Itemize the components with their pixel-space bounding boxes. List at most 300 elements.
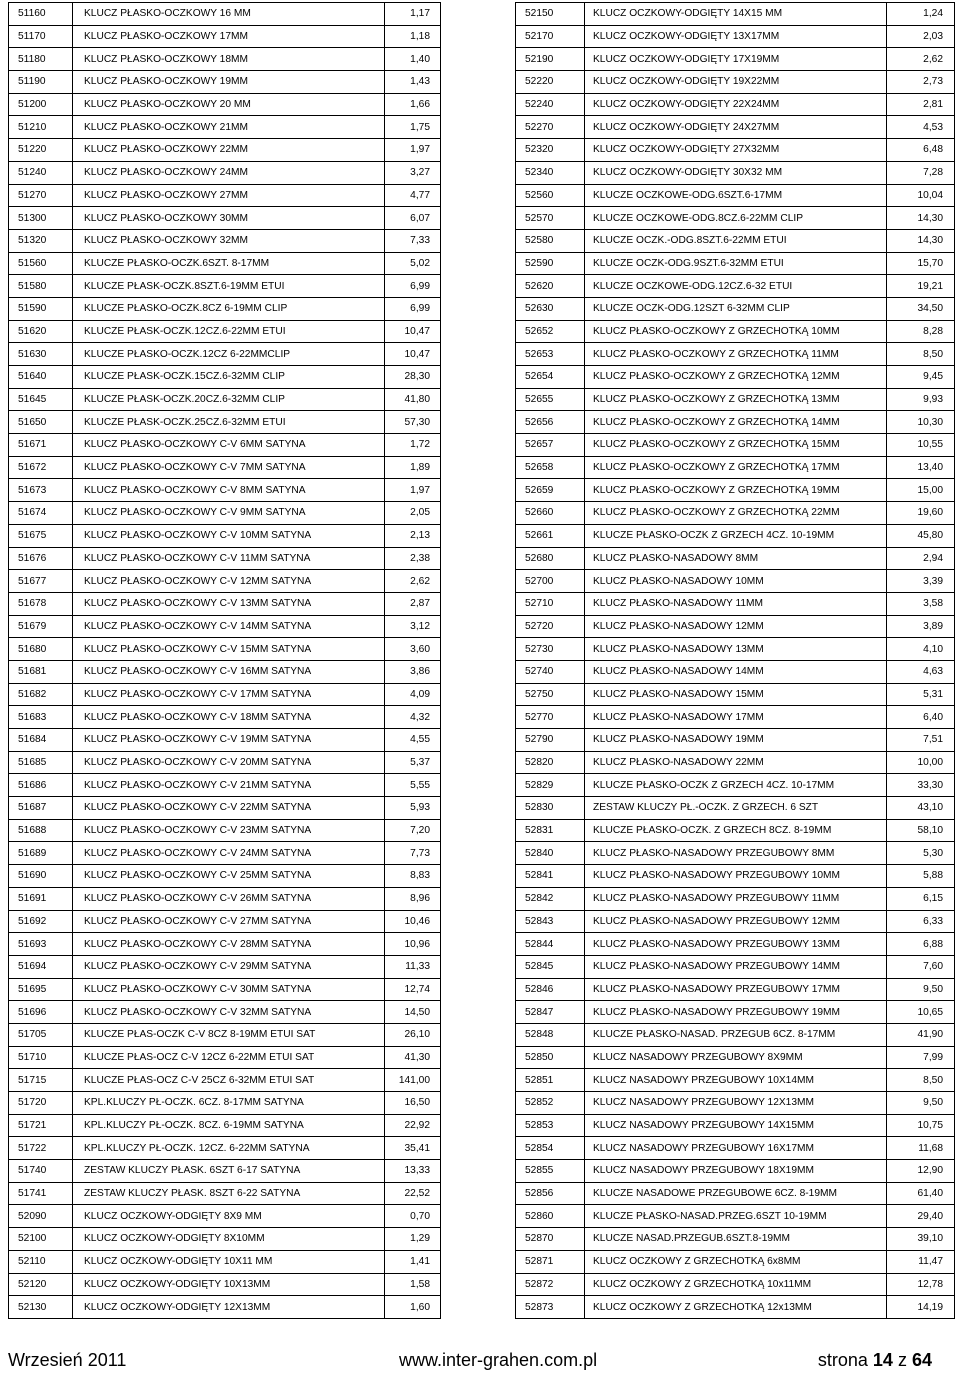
table-row — [9, 229, 441, 252]
table-row — [516, 207, 955, 230]
table-row — [516, 547, 955, 570]
product-price: 6,99 — [385, 275, 441, 298]
product-price: 2,03 — [887, 25, 955, 48]
product-price: 2,38 — [385, 547, 441, 570]
product-price: 1,17 — [385, 3, 441, 26]
product-code: 52700 — [516, 570, 585, 593]
product-name: KLUCZ OCZKOWY-ODGIĘTY 27X32MM — [585, 139, 887, 162]
product-price: 14,50 — [385, 1001, 441, 1024]
table-row — [516, 1069, 955, 1092]
product-code: 52661 — [516, 524, 585, 547]
product-name: KLUCZ PŁASKO-OCZKOWY C-V 7MM SATYNA — [73, 456, 385, 479]
table-row — [9, 456, 441, 479]
product-code: 52630 — [516, 297, 585, 320]
product-code: 51677 — [9, 570, 73, 593]
table-row — [9, 502, 441, 525]
product-code: 51689 — [9, 842, 73, 865]
product-price: 1,75 — [385, 116, 441, 139]
table-row — [516, 25, 955, 48]
product-code: 52831 — [516, 819, 585, 842]
page-footer — [0, 1350, 960, 1374]
product-price: 41,90 — [887, 1023, 955, 1046]
product-price: 19,60 — [887, 502, 955, 525]
footer-date: Wrzesień 2011 — [8, 1350, 127, 1370]
table-row — [516, 343, 955, 366]
product-name: KLUCZ PŁASKO-NASADOWY 13MM — [585, 638, 887, 661]
product-price: 7,20 — [385, 819, 441, 842]
product-price: 15,00 — [887, 479, 955, 502]
product-name: KLUCZE OCZK-ODG.9SZT.6-32MM ETUI — [585, 252, 887, 275]
table-row — [516, 297, 955, 320]
product-price: 58,10 — [887, 819, 955, 842]
product-name: KLUCZE NASADOWE PRZEGUBOWE 6CZ. 8-19MM — [585, 1182, 887, 1205]
table-row — [9, 592, 441, 615]
product-code: 52270 — [516, 116, 585, 139]
product-code: 51682 — [9, 683, 73, 706]
product-code: 51683 — [9, 706, 73, 729]
table-row — [9, 161, 441, 184]
product-code: 52590 — [516, 252, 585, 275]
table-row — [9, 1046, 441, 1069]
table-row — [516, 1296, 955, 1319]
table-row — [9, 887, 441, 910]
product-price: 3,27 — [385, 161, 441, 184]
product-code: 51705 — [9, 1023, 73, 1046]
product-name: KLUCZ PŁASKO-OCZKOWY C-V 18MM SATYNA — [73, 706, 385, 729]
table-row — [9, 978, 441, 1001]
product-price: 3,60 — [385, 638, 441, 661]
product-name: KLUCZ NASADOWY PRZEGUBOWY 18X19MM — [585, 1160, 887, 1183]
product-price: 26,10 — [385, 1023, 441, 1046]
footer-page-number — [818, 1350, 932, 1371]
product-code: 52340 — [516, 161, 585, 184]
product-name: KLUCZ PŁASKO-OCZKOWY C-V 22MM SATYNA — [73, 797, 385, 820]
table-row — [9, 865, 441, 888]
product-code: 52190 — [516, 48, 585, 71]
product-price: 4,77 — [385, 184, 441, 207]
product-code: 52842 — [516, 887, 585, 910]
product-price: 10,75 — [887, 1114, 955, 1137]
product-name: KLUCZ PŁASKO-OCZKOWY Z GRZECHOTKĄ 10MM — [585, 320, 887, 343]
product-price: 6,15 — [887, 887, 955, 910]
product-name: KLUCZ PŁASKO-OCZKOWY C-V 6MM SATYNA — [73, 434, 385, 457]
table-row — [9, 1182, 441, 1205]
product-code: 51240 — [9, 161, 73, 184]
table-row — [9, 388, 441, 411]
product-code: 51688 — [9, 819, 73, 842]
product-name: KLUCZ PŁASKO-OCZKOWY C-V 24MM SATYNA — [73, 842, 385, 865]
product-name: KLUCZ PŁASKO-OCZKOWY C-V 19MM SATYNA — [73, 729, 385, 752]
product-price: 9,93 — [887, 388, 955, 411]
product-price: 11,68 — [887, 1137, 955, 1160]
product-price: 3,86 — [385, 660, 441, 683]
product-name: KLUCZE OCZK.-ODG.8SZT.6-22MM ETUI — [585, 229, 887, 252]
table-row — [9, 1273, 441, 1296]
product-name: KLUCZ PŁASKO-NASADOWY PRZEGUBOWY 19MM — [585, 1001, 887, 1024]
product-price: 13,40 — [887, 456, 955, 479]
page-separator: z — [892, 1350, 912, 1370]
product-code: 51673 — [9, 479, 73, 502]
table-row — [516, 388, 955, 411]
product-name: KLUCZE PŁASKO-OCZK.8CZ 6-19MM CLIP — [73, 297, 385, 320]
product-price: 1,24 — [887, 3, 955, 26]
product-code: 51270 — [9, 184, 73, 207]
product-price: 1,97 — [385, 479, 441, 502]
product-name: KPL.KLUCZY PŁ-OCZK. 12CZ. 6-22MM SATYNA — [73, 1137, 385, 1160]
product-code: 51645 — [9, 388, 73, 411]
table-row — [9, 955, 441, 978]
table-row — [516, 366, 955, 389]
product-name: KLUCZ PŁASKO-OCZKOWY C-V 29MM SATYNA — [73, 955, 385, 978]
table-row — [516, 660, 955, 683]
product-name: KLUCZ PŁASKO-OCZKOWY C-V 26MM SATYNA — [73, 887, 385, 910]
product-price: 22,92 — [385, 1114, 441, 1137]
product-name: KLUCZE PŁASK-OCZK.15CZ.6-32MM CLIP — [73, 366, 385, 389]
table-row — [516, 71, 955, 94]
table-row — [9, 774, 441, 797]
product-code: 52150 — [516, 3, 585, 26]
product-name: KLUCZE OCZKOWE-ODG.12CZ.6-32 ETUI — [585, 275, 887, 298]
table-row — [516, 456, 955, 479]
product-price: 10,04 — [887, 184, 955, 207]
product-code: 52790 — [516, 729, 585, 752]
product-price: 12,78 — [887, 1273, 955, 1296]
product-code: 52851 — [516, 1069, 585, 1092]
table-row — [516, 955, 955, 978]
table-row — [9, 252, 441, 275]
product-name: KLUCZ OCZKOWY-ODGIĘTY 30X32 MM — [585, 161, 887, 184]
product-name: KLUCZE OCZK-ODG.12SZT 6-32MM CLIP — [585, 297, 887, 320]
product-code: 51720 — [9, 1092, 73, 1115]
product-name: KLUCZ PŁASKO-OCZKOWY C-V 27MM SATYNA — [73, 910, 385, 933]
table-row — [9, 320, 441, 343]
product-code: 51630 — [9, 343, 73, 366]
table-row — [9, 910, 441, 933]
product-code: 52100 — [9, 1228, 73, 1251]
product-code: 52570 — [516, 207, 585, 230]
page-label: strona — [817, 1350, 873, 1370]
table-row — [516, 774, 955, 797]
table-row — [516, 229, 955, 252]
product-name: KLUCZ PŁASKO-OCZKOWY C-V 17MM SATYNA — [73, 683, 385, 706]
product-name: KLUCZ PŁASKO-NASADOWY PRZEGUBOWY 8MM — [585, 842, 887, 865]
table-row — [9, 434, 441, 457]
product-code: 51220 — [9, 139, 73, 162]
table-row — [9, 638, 441, 661]
table-row — [9, 1250, 441, 1273]
product-price: 1,58 — [385, 1273, 441, 1296]
product-code: 51684 — [9, 729, 73, 752]
product-name: KPL.KLUCZY PŁ-OCZK. 8CZ. 6-19MM SATYNA — [73, 1114, 385, 1137]
product-name: KLUCZ OCZKOWY-ODGIĘTY 24X27MM — [585, 116, 887, 139]
table-row — [9, 184, 441, 207]
table-row — [9, 706, 441, 729]
product-code: 51580 — [9, 275, 73, 298]
product-price: 4,10 — [887, 638, 955, 661]
product-name: KLUCZ PŁASKO-OCZKOWY C-V 21MM SATYNA — [73, 774, 385, 797]
product-code: 52680 — [516, 547, 585, 570]
product-price: 16,50 — [385, 1092, 441, 1115]
product-price: 10,65 — [887, 1001, 955, 1024]
product-price: 2,05 — [385, 502, 441, 525]
product-name: KLUCZ OCZKOWY-ODGIĘTY 17X19MM — [585, 48, 887, 71]
product-name: KLUCZ PŁASKO-OCZKOWY C-V 9MM SATYNA — [73, 502, 385, 525]
page-total: 64 — [911, 1350, 932, 1370]
product-name: KLUCZ PŁASKO-OCZKOWY 20 MM — [73, 93, 385, 116]
product-price: 3,12 — [385, 615, 441, 638]
product-price: 1,89 — [385, 456, 441, 479]
table-row — [9, 570, 441, 593]
product-code: 52652 — [516, 320, 585, 343]
product-price: 10,00 — [887, 751, 955, 774]
product-price: 7,73 — [385, 842, 441, 865]
product-name: KLUCZ PŁASKO-OCZKOWY C-V 25MM SATYNA — [73, 865, 385, 888]
table-row — [9, 615, 441, 638]
table-row — [9, 1205, 441, 1228]
product-code: 51686 — [9, 774, 73, 797]
product-name: KLUCZE PŁAS-OCZ C-V 12CZ 6-22MM ETUI SAT — [73, 1046, 385, 1069]
product-name: KLUCZ OCZKOWY-ODGIĘTY 14X15 MM — [585, 3, 887, 26]
product-code: 51693 — [9, 933, 73, 956]
footer-website-link[interactable]: www.inter-grahen.com.pl — [399, 1350, 598, 1370]
product-code: 52653 — [516, 343, 585, 366]
product-name: KLUCZ OCZKOWY-ODGIĘTY 8X10MM — [73, 1228, 385, 1251]
product-price: 2,81 — [887, 93, 955, 116]
product-price: 1,40 — [385, 48, 441, 71]
product-name: KLUCZE OCZKOWE-ODG.6SZT.6-17MM — [585, 184, 887, 207]
product-code: 51200 — [9, 93, 73, 116]
product-code: 52848 — [516, 1023, 585, 1046]
product-name: KLUCZ PŁASKO-OCZKOWY C-V 23MM SATYNA — [73, 819, 385, 842]
product-name: KLUCZ PŁASKO-OCZKOWY C-V 12MM SATYNA — [73, 570, 385, 593]
table-row — [9, 751, 441, 774]
table-row — [516, 819, 955, 842]
product-price: 10,47 — [385, 320, 441, 343]
product-code: 51676 — [9, 547, 73, 570]
product-code: 51620 — [9, 320, 73, 343]
product-price: 1,66 — [385, 93, 441, 116]
price-table-right-body — [516, 3, 955, 1319]
table-row — [516, 615, 955, 638]
product-code: 51180 — [9, 48, 73, 71]
product-code: 51690 — [9, 865, 73, 888]
table-row — [9, 411, 441, 434]
price-table-left-body — [9, 3, 441, 1319]
table-row — [516, 320, 955, 343]
product-price: 45,80 — [887, 524, 955, 547]
product-code: 51210 — [9, 116, 73, 139]
product-price: 6,07 — [385, 207, 441, 230]
table-row — [9, 139, 441, 162]
product-price: 9,45 — [887, 366, 955, 389]
product-name: KLUCZ PŁASKO-NASADOWY PRZEGUBOWY 13MM — [585, 933, 887, 956]
table-row — [9, 116, 441, 139]
product-code: 51680 — [9, 638, 73, 661]
product-name: KLUCZ PŁASKO-NASADOWY 14MM — [585, 660, 887, 683]
table-row — [516, 252, 955, 275]
product-code: 52659 — [516, 479, 585, 502]
product-code: 52730 — [516, 638, 585, 661]
product-code: 52750 — [516, 683, 585, 706]
product-price: 2,62 — [887, 48, 955, 71]
product-price: 3,39 — [887, 570, 955, 593]
table-row — [516, 48, 955, 71]
product-price: 28,30 — [385, 366, 441, 389]
product-name: KLUCZ PŁASKO-OCZKOWY C-V 14MM SATYNA — [73, 615, 385, 638]
product-name: KLUCZ PŁASKO-OCZKOWY 18MM — [73, 48, 385, 71]
table-row — [9, 297, 441, 320]
product-name: KLUCZ PŁASKO-OCZKOWY C-V 15MM SATYNA — [73, 638, 385, 661]
table-row — [9, 48, 441, 71]
product-price: 7,60 — [887, 955, 955, 978]
product-price: 1,29 — [385, 1228, 441, 1251]
table-row — [9, 524, 441, 547]
table-row — [516, 479, 955, 502]
product-code: 51696 — [9, 1001, 73, 1024]
product-code: 52580 — [516, 229, 585, 252]
table-row — [516, 887, 955, 910]
table-row — [516, 638, 955, 661]
product-code: 51675 — [9, 524, 73, 547]
product-price: 41,30 — [385, 1046, 441, 1069]
product-name: KLUCZE PŁASKO-OCZK. Z GRZECH 8CZ. 8-19MM — [585, 819, 887, 842]
product-code: 52120 — [9, 1273, 73, 1296]
table-row — [9, 3, 441, 26]
product-price: 19,21 — [887, 275, 955, 298]
product-price: 3,58 — [887, 592, 955, 615]
product-name: KLUCZ OCZKOWY-ODGIĘTY 22X24MM — [585, 93, 887, 116]
product-name: KLUCZE OCZKOWE-ODG.8CZ.6-22MM CLIP — [585, 207, 887, 230]
product-price: 1,43 — [385, 71, 441, 94]
product-code: 51560 — [9, 252, 73, 275]
product-name: KLUCZ PŁASKO-OCZKOWY Z GRZECHOTKĄ 19MM — [585, 479, 887, 502]
table-row — [9, 1160, 441, 1183]
product-name: KLUCZE PŁASK-OCZK.8SZT.6-19MM ETUI — [73, 275, 385, 298]
product-price: 5,02 — [385, 252, 441, 275]
product-price: 6,88 — [887, 933, 955, 956]
product-price: 43,10 — [887, 797, 955, 820]
table-row — [9, 933, 441, 956]
product-name: KLUCZ PŁASKO-OCZKOWY Z GRZECHOTKĄ 12MM — [585, 366, 887, 389]
product-name: ZESTAW KLUCZY PŁASK. 8SZT 6-22 SATYNA — [73, 1182, 385, 1205]
product-price: 39,10 — [887, 1228, 955, 1251]
product-price: 1,97 — [385, 139, 441, 162]
table-row — [516, 910, 955, 933]
table-row — [9, 1228, 441, 1251]
product-code: 52840 — [516, 842, 585, 865]
table-row — [9, 25, 441, 48]
product-price: 12,74 — [385, 978, 441, 1001]
table-row — [516, 3, 955, 26]
product-code: 51721 — [9, 1114, 73, 1137]
table-row — [516, 1046, 955, 1069]
product-code: 52853 — [516, 1114, 585, 1137]
table-row — [516, 706, 955, 729]
table-row — [516, 751, 955, 774]
product-name: KLUCZ NASADOWY PRZEGUBOWY 8X9MM — [585, 1046, 887, 1069]
table-row — [516, 1250, 955, 1273]
product-code: 51672 — [9, 456, 73, 479]
product-code: 52850 — [516, 1046, 585, 1069]
table-row — [516, 570, 955, 593]
product-code: 51722 — [9, 1137, 73, 1160]
table-row — [9, 1092, 441, 1115]
product-name: KLUCZE PŁAS-OCZK C-V 8CZ 8-19MM ETUI SAT — [73, 1023, 385, 1046]
product-code: 51650 — [9, 411, 73, 434]
product-code: 52843 — [516, 910, 585, 933]
product-code: 51685 — [9, 751, 73, 774]
product-name: KLUCZE PŁASKO-NASAD.PRZEG.6SZT 10-19MM — [585, 1205, 887, 1228]
table-row — [516, 1023, 955, 1046]
product-price: 7,28 — [887, 161, 955, 184]
product-name: KLUCZ OCZKOWY Z GRZECHOTKĄ 6x8MM — [585, 1250, 887, 1273]
product-name: KLUCZ PŁASKO-OCZKOWY 30MM — [73, 207, 385, 230]
product-price: 4,32 — [385, 706, 441, 729]
product-price: 2,94 — [887, 547, 955, 570]
price-table-left — [8, 2, 441, 1319]
table-row — [9, 1001, 441, 1024]
table-row — [516, 1160, 955, 1183]
product-price: 10,30 — [887, 411, 955, 434]
product-price: 10,55 — [887, 434, 955, 457]
table-row — [516, 1114, 955, 1137]
product-code: 52658 — [516, 456, 585, 479]
product-price: 9,50 — [887, 1092, 955, 1115]
product-name: KLUCZ PŁASKO-OCZKOWY C-V 32MM SATYNA — [73, 1001, 385, 1024]
table-row — [516, 729, 955, 752]
product-price: 33,30 — [887, 774, 955, 797]
table-row — [9, 1069, 441, 1092]
product-code: 51190 — [9, 71, 73, 94]
table-row — [9, 842, 441, 865]
product-price: 35,41 — [385, 1137, 441, 1160]
product-code: 51687 — [9, 797, 73, 820]
product-price: 8,50 — [887, 343, 955, 366]
product-name: KLUCZ OCZKOWY-ODGIĘTY 8X9 MM — [73, 1205, 385, 1228]
product-name: KLUCZ PŁASKO-NASADOWY 17MM — [585, 706, 887, 729]
product-code: 52620 — [516, 275, 585, 298]
product-name: KLUCZ PŁASKO-NASADOWY 19MM — [585, 729, 887, 752]
product-name: KLUCZE PŁASKO-OCZK.12CZ 6-22MMCLIP — [73, 343, 385, 366]
product-price: 5,88 — [887, 865, 955, 888]
product-code: 51715 — [9, 1069, 73, 1092]
table-row — [516, 1228, 955, 1251]
product-name: KLUCZ PŁASKO-OCZKOWY 32MM — [73, 229, 385, 252]
product-name: KLUCZ PŁASKO-NASADOWY 8MM — [585, 547, 887, 570]
product-price: 14,19 — [887, 1296, 955, 1319]
table-row — [9, 1137, 441, 1160]
product-price: 57,30 — [385, 411, 441, 434]
product-price: 7,51 — [887, 729, 955, 752]
table-row — [516, 683, 955, 706]
product-code: 51740 — [9, 1160, 73, 1183]
product-name: ZESTAW KLUCZY PŁASK. 6SZT 6-17 SATYNA — [73, 1160, 385, 1183]
product-price: 1,41 — [385, 1250, 441, 1273]
product-name: KLUCZ PŁASKO-NASADOWY PRZEGUBOWY 12MM — [585, 910, 887, 933]
table-row — [516, 1092, 955, 1115]
product-code: 52829 — [516, 774, 585, 797]
table-row — [516, 93, 955, 116]
table-row — [516, 411, 955, 434]
product-name: KPL.KLUCZY PŁ-OCZK. 6CZ. 8-17MM SATYNA — [73, 1092, 385, 1115]
product-code: 51590 — [9, 297, 73, 320]
product-price: 1,60 — [385, 1296, 441, 1319]
table-row — [516, 161, 955, 184]
product-name: KLUCZ PŁASKO-NASADOWY 11MM — [585, 592, 887, 615]
product-name: KLUCZ PŁASKO-OCZKOWY Z GRZECHOTKĄ 11MM — [585, 343, 887, 366]
product-name: KLUCZ PŁASKO-OCZKOWY C-V 8MM SATYNA — [73, 479, 385, 502]
product-name: KLUCZ PŁASKO-OCZKOWY Z GRZECHOTKĄ 22MM — [585, 502, 887, 525]
